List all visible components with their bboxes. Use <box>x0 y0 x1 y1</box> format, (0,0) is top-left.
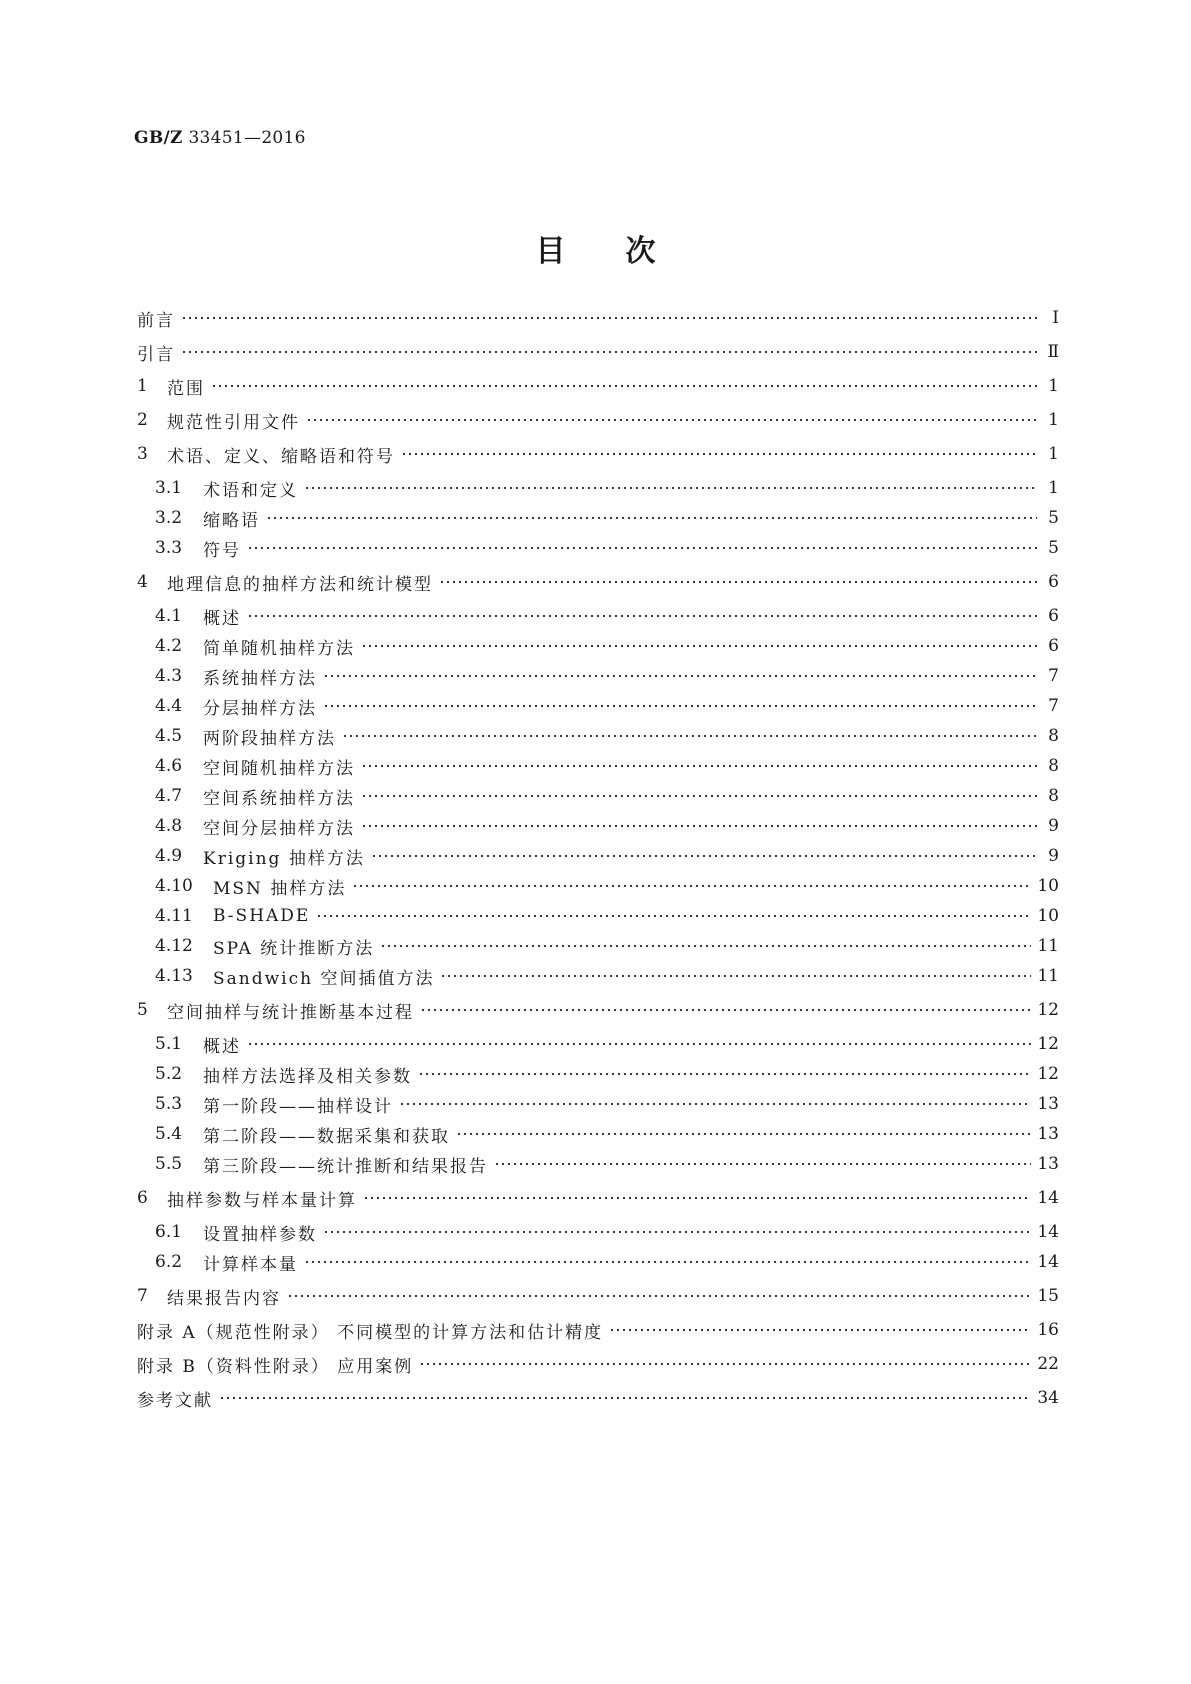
toc-entry[interactable] <box>0 754 1191 778</box>
toc-entry[interactable] <box>0 1032 1191 1056</box>
toc-leader-dots <box>609 1320 1031 1340</box>
toc-entry[interactable] <box>0 306 1191 330</box>
toc-entry[interactable] <box>0 1352 1191 1376</box>
toc-leader-dots <box>439 572 1037 592</box>
toc-page: 5 <box>1048 538 1059 558</box>
toc-text: 术语和定义 <box>203 480 298 501</box>
toc-leader-dots <box>316 906 1031 926</box>
toc-page: 9 <box>1048 816 1059 836</box>
toc-entry[interactable] <box>0 784 1191 808</box>
toc-text: 参考文献 <box>137 1390 213 1411</box>
toc-leader-dots <box>371 846 1037 866</box>
toc-leader-dots <box>342 726 1037 746</box>
toc-number: 4.13 <box>155 966 193 986</box>
toc-page: 11 <box>1037 966 1059 986</box>
toc-leader-dots <box>323 666 1037 686</box>
toc-page: 6 <box>1048 606 1059 626</box>
toc-page: 8 <box>1048 756 1059 776</box>
toc-text: 规范性引用文件 <box>167 412 300 433</box>
toc-page: 7 <box>1048 666 1059 686</box>
toc-leader-dots <box>361 816 1037 836</box>
toc-leader-dots <box>420 1000 1031 1020</box>
toc-number: 6.1 <box>155 1222 183 1242</box>
toc-entry[interactable] <box>0 476 1191 500</box>
toc-text: 空间分层抽样方法 <box>203 818 355 839</box>
toc-page: 12 <box>1037 1034 1059 1054</box>
toc-number: 4.11 <box>155 906 193 926</box>
toc-number: 5.2 <box>155 1064 183 1084</box>
toc-page: 1 <box>1048 410 1059 430</box>
toc-text: 附录 A（规范性附录） 不同模型的计算方法和估计精度 <box>137 1322 604 1343</box>
toc-leader-dots <box>380 936 1031 956</box>
toc-number: 4 <box>137 572 148 592</box>
toc-number: 3.3 <box>155 538 183 558</box>
toc-entry[interactable] <box>0 1122 1191 1146</box>
toc-number: 4.10 <box>155 876 193 896</box>
toc-leader-dots <box>181 308 1037 328</box>
toc-entry[interactable] <box>0 998 1191 1022</box>
toc-number: 4.5 <box>155 726 183 746</box>
toc-leader-dots <box>494 1154 1031 1174</box>
toc-entry[interactable] <box>0 1318 1191 1342</box>
toc-leader-dots <box>219 1388 1031 1408</box>
toc-number: 1 <box>137 376 148 396</box>
toc-leader-dots <box>304 1252 1031 1272</box>
toc-text: 术语、定义、缩略语和符号 <box>167 446 395 467</box>
toc-entry[interactable] <box>0 604 1191 628</box>
toc-leader-dots <box>456 1124 1031 1144</box>
toc-entry[interactable] <box>0 694 1191 718</box>
toc-number: 4.3 <box>155 666 183 686</box>
toc-leader-dots <box>247 606 1037 626</box>
toc-text: 抽样参数与样本量计算 <box>167 1190 357 1211</box>
toc-entry[interactable] <box>0 570 1191 594</box>
toc-leader-dots <box>418 1064 1031 1084</box>
toc-leader-dots <box>247 1034 1031 1054</box>
toc-page: 8 <box>1048 726 1059 746</box>
toc-page: 14 <box>1037 1222 1059 1242</box>
toc-text: 空间随机抽样方法 <box>203 758 355 779</box>
toc-page: 1 <box>1048 478 1059 498</box>
toc-number: 4.2 <box>155 636 183 656</box>
toc-leader-dots <box>266 508 1037 528</box>
toc-text: 第二阶段——数据采集和获取 <box>203 1126 450 1147</box>
toc-page: 5 <box>1048 508 1059 528</box>
toc-text: 抽样方法选择及相关参数 <box>203 1066 412 1087</box>
toc-text: 符号 <box>203 540 241 561</box>
toc-page: 8 <box>1048 786 1059 806</box>
toc-leader-dots <box>363 1188 1031 1208</box>
standard-prefix: GB/Z <box>134 128 183 148</box>
toc-text: Kriging 抽样方法 <box>203 848 365 869</box>
toc-page: 12 <box>1037 1000 1059 1020</box>
toc-leader-dots <box>323 696 1037 716</box>
toc-number: 4.9 <box>155 846 183 866</box>
toc-text: 地理信息的抽样方法和统计模型 <box>167 574 433 595</box>
toc-leader-dots <box>247 538 1037 558</box>
title-char-2: 次 <box>625 234 656 269</box>
toc-page: 6 <box>1048 636 1059 656</box>
toc-text: 两阶段抽样方法 <box>203 728 336 749</box>
toc-page: 7 <box>1048 696 1059 716</box>
title-char-1: 目 <box>535 234 566 269</box>
toc-entry[interactable] <box>0 340 1191 364</box>
toc-leader-dots <box>306 410 1037 430</box>
toc-entry[interactable] <box>0 814 1191 838</box>
toc-leader-dots <box>304 478 1037 498</box>
toc-entry[interactable] <box>0 844 1191 868</box>
toc-text: 引言 <box>137 344 175 365</box>
toc-text: 第三阶段——统计推断和结果报告 <box>203 1156 488 1177</box>
toc-text: 分层抽样方法 <box>203 698 317 719</box>
toc-entry[interactable] <box>0 1062 1191 1086</box>
toc-entry[interactable] <box>0 374 1191 398</box>
toc-leader-dots <box>401 444 1037 464</box>
toc-page: 1 <box>1048 376 1059 396</box>
toc-entry[interactable] <box>0 536 1191 560</box>
toc-entry[interactable] <box>0 1386 1191 1410</box>
toc-leader-dots <box>352 876 1031 896</box>
toc-number: 6 <box>137 1188 148 1208</box>
toc-number: 6.2 <box>155 1252 183 1272</box>
toc-number: 3.1 <box>155 478 183 498</box>
toc-leader-dots <box>211 376 1037 396</box>
toc-number: 4.12 <box>155 936 193 956</box>
toc-number: 4.8 <box>155 816 183 836</box>
toc-leader-dots <box>181 342 1037 362</box>
toc-leader-dots <box>287 1286 1031 1306</box>
toc-entry[interactable] <box>0 964 1191 988</box>
toc-text: 设置抽样参数 <box>203 1224 317 1245</box>
toc-text: Sandwich 空间插值方法 <box>213 968 435 989</box>
toc-number: 4.1 <box>155 606 183 626</box>
toc-entry[interactable] <box>0 506 1191 530</box>
toc-number: 5.4 <box>155 1124 183 1144</box>
toc-entry[interactable] <box>0 1284 1191 1308</box>
toc-page: Ⅰ <box>1052 308 1059 328</box>
toc-text: 空间系统抽样方法 <box>203 788 355 809</box>
toc-page: 16 <box>1037 1320 1059 1340</box>
toc-text: 计算样本量 <box>203 1254 298 1275</box>
toc-leader-dots <box>323 1222 1031 1242</box>
toc-number: 2 <box>137 410 148 430</box>
toc-entry[interactable] <box>0 634 1191 658</box>
toc-number: 3.2 <box>155 508 183 528</box>
toc-leader-dots <box>440 966 1031 986</box>
toc-entry[interactable] <box>0 408 1191 432</box>
toc-text: 简单随机抽样方法 <box>203 638 355 659</box>
toc-text: 概述 <box>203 608 241 629</box>
toc-number: 3 <box>137 444 148 464</box>
toc-number: 4.7 <box>155 786 183 806</box>
toc-page: 13 <box>1037 1094 1059 1114</box>
toc-page: 1 <box>1048 444 1059 464</box>
toc-leader-dots <box>419 1354 1031 1374</box>
toc-page: 10 <box>1037 906 1059 926</box>
toc-page: 11 <box>1037 936 1059 956</box>
toc-text: 缩略语 <box>203 510 260 531</box>
toc-text: 第一阶段——抽样设计 <box>203 1096 393 1117</box>
toc-entry[interactable] <box>0 874 1191 898</box>
toc-text: SPA 统计推断方法 <box>213 938 375 959</box>
toc-text: 概述 <box>203 1036 241 1057</box>
toc-number: 4.4 <box>155 696 183 716</box>
toc-page: 22 <box>1037 1354 1059 1374</box>
toc-leader-dots <box>361 636 1037 656</box>
toc-number: 5.1 <box>155 1034 183 1054</box>
toc-page: 14 <box>1037 1252 1059 1272</box>
toc-entry[interactable] <box>0 1220 1191 1244</box>
toc-entry[interactable] <box>0 1250 1191 1274</box>
toc-number: 5.3 <box>155 1094 183 1114</box>
toc-page: 34 <box>1037 1388 1059 1408</box>
toc-page: 15 <box>1037 1286 1059 1306</box>
toc-entry[interactable] <box>0 904 1191 928</box>
toc-entry[interactable] <box>0 1092 1191 1116</box>
toc-number: 7 <box>137 1286 148 1306</box>
toc-number: 5 <box>137 1000 148 1020</box>
toc-number: 5.5 <box>155 1154 183 1174</box>
toc-entry[interactable] <box>0 724 1191 748</box>
toc-text: 空间抽样与统计推断基本过程 <box>167 1002 414 1023</box>
toc-leader-dots <box>361 786 1037 806</box>
toc-text: 范围 <box>167 378 205 399</box>
toc-leader-dots <box>399 1094 1031 1114</box>
toc-text: 前言 <box>137 310 175 331</box>
toc-page: 14 <box>1037 1188 1059 1208</box>
toc-entry[interactable] <box>0 664 1191 688</box>
toc-number: 4.6 <box>155 756 183 776</box>
toc-page: 13 <box>1037 1154 1059 1174</box>
toc-page: 10 <box>1037 876 1059 896</box>
toc-entry[interactable] <box>0 442 1191 466</box>
toc-entry[interactable] <box>0 934 1191 958</box>
toc-entry[interactable] <box>0 1186 1191 1210</box>
toc-text: 附录 B（资料性附录） 应用案例 <box>137 1356 414 1377</box>
toc-page: 13 <box>1037 1124 1059 1144</box>
toc-page: Ⅱ <box>1047 342 1059 362</box>
standard-number: 33451—2016 <box>188 128 306 148</box>
toc-page: 6 <box>1048 572 1059 592</box>
toc-text: B-SHADE <box>213 906 311 926</box>
toc-text: 结果报告内容 <box>167 1288 281 1309</box>
toc-page: 9 <box>1048 846 1059 866</box>
toc-page: 12 <box>1037 1064 1059 1084</box>
toc-text: 系统抽样方法 <box>203 668 317 689</box>
toc-text: MSN 抽样方法 <box>213 878 347 899</box>
toc-leader-dots <box>361 756 1037 776</box>
toc-entry[interactable] <box>0 1152 1191 1176</box>
